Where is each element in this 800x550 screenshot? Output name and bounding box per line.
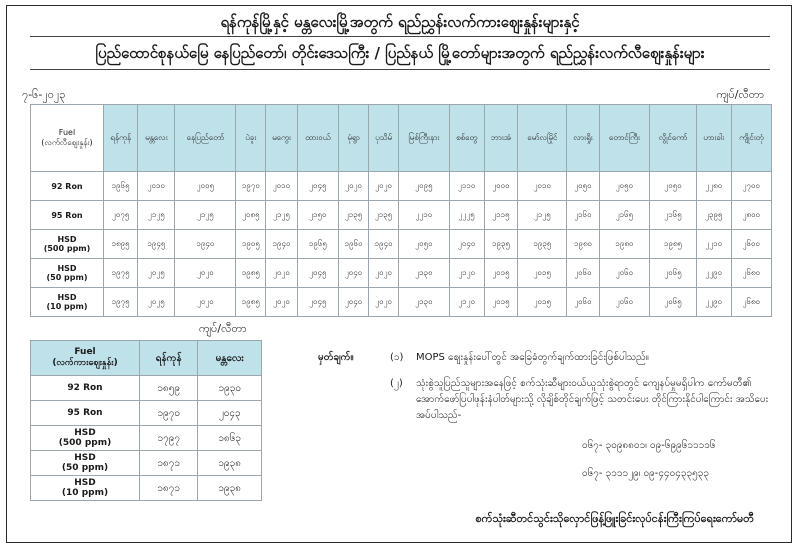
fuel-type-cell — [31, 376, 140, 401]
price-cell: ၁၈၇၁ — [140, 476, 198, 501]
issuing-committee: စက်သုံးဆီတင်သွင်းသိုလှောင်ဖြန့်ဖြူးခြင်းလုပ်ငန်းကြီးကြပ်ရေးကော်မတီ — [475, 512, 754, 525]
price-cell: ၁၉၈၀ — [599, 230, 650, 259]
price-cell: ၁၉၃၈ — [198, 476, 262, 501]
price-cell: ၂၀၆၀ — [567, 259, 599, 288]
price-cell: ၂၂၂၅ — [449, 201, 484, 230]
price-cell: ၂၆၀၀ — [731, 230, 771, 259]
phone-numbers-1: ၀၆၇- ၃၀၉၈၈၀၁၊ ၀၉-၆၉၉၆၁၁၁၁၆ — [582, 440, 716, 451]
table-row — [31, 172, 772, 201]
fuel-type-label: 92 Ron — [51, 181, 83, 191]
note-text: MOPS ဈေးနှုန်းပေါ်တွင် အခြေခံတွက်ချက်ထားခြင်းဖြစ်ပါသည်။ — [416, 352, 649, 363]
price-cell: ၂၀၁၅ — [518, 259, 567, 288]
price-cell: ၂၃၉၅ — [696, 201, 731, 230]
price-cell: ၂၆၈၀ — [731, 259, 771, 288]
price-cell: ၂၀၇၅ — [104, 201, 138, 230]
price-cell: ၂၀၁၅ — [484, 288, 518, 317]
price-cell: ၁၉၄၀ — [175, 230, 236, 259]
fuel-type-cell — [31, 426, 140, 451]
price-cell: ၂၁၆၅ — [650, 201, 697, 230]
fuel-type-sublabel: (50 ppm) — [46, 273, 88, 282]
title-line-2: ပြည်ထောင်စုနယ်မြေ နေပြည်တော်၊ တိုင်းဒေသကြီး / ပြည်နယ် မြို့တော်များအတွက် ရည်ညွှန်းလက်လီဈေးနှုန်းများ — [95, 44, 705, 62]
table-row — [31, 376, 262, 401]
fuel-type-sublabel: (500 ppm) — [58, 438, 112, 448]
title-line-1: ရန်ကုန်မြို့နှင့် မန္တလေးမြို့အတွက် ရည်ညွှန်းလက်ကားဈေးနှုန်းများနှင့် — [220, 13, 580, 31]
fuel-type-label: HSD — [74, 478, 96, 488]
fuel-type-cell — [31, 230, 104, 259]
price-cell: ၂၀၅၀ — [567, 172, 599, 201]
table-row — [31, 230, 772, 259]
fuel-type-cell — [31, 288, 104, 317]
price-cell: ၂၁၆၀ — [567, 201, 599, 230]
fuel-type-label: HSD — [74, 453, 96, 463]
fuel-type-label: HSD — [57, 235, 77, 244]
price-cell: ၂၀၅၀ — [650, 172, 697, 201]
fuel-type-cell — [31, 201, 104, 230]
note-text: သုံးစွဲသူပြည်သူများအနေဖြင့် စက်သုံးဆီများဝယ်ယူသုံးစွဲရာတွင် ကျေနပ်မှုမရှိပါက ကော်မတီ၏ အောက်ဖော်ပြပါဖုန်းနံပါတ်များသို့ လိုချိစ်တိုင်ချက်ဖြင့် သတင်းပေး တိုင်ကြားနိုင်ပါကြောင်း အသိပေးအပ်ပါသည်- — [416, 378, 769, 421]
unit-label: ကျပ်/လီတာ — [716, 88, 764, 101]
price-cell: ၂၁၃၀ — [399, 259, 450, 288]
price-cell: ၂၁၁၀ — [449, 172, 484, 201]
price-cell: ၂၁၆၅ — [599, 201, 650, 230]
phone-numbers-2: ၀၆၇- ၃၁၁၁၂၉၊ ၀၉-၄၄၀၄၃၃၅၃၃ — [582, 468, 709, 479]
publish-date: ၇-၆-၂၀၂၃ — [22, 88, 66, 101]
city-header-3: ပဲခူး — [236, 105, 266, 172]
city-header-9: စစ်တွေ — [449, 105, 484, 172]
price-cell: ၂၆၈၀ — [731, 288, 771, 317]
price-cell: ၂၀၂၀ — [339, 172, 369, 201]
price-cell: ၂၁၂၅ — [518, 201, 567, 230]
table-row — [31, 259, 772, 288]
price-cell: ၂၀၂၅ — [138, 288, 175, 317]
table-row — [31, 401, 262, 426]
price-cell: ၂၀၄၀ — [339, 288, 369, 317]
price-cell: ၂၀၁၀ — [266, 172, 297, 201]
price-cell: ၂၀၆၅ — [650, 259, 697, 288]
price-cell: ၂၀၂၅ — [138, 259, 175, 288]
price-cell: ၂၀၄၅ — [297, 259, 339, 288]
fuel-type-label: 95 Ron — [51, 210, 83, 220]
note-number: (၁) — [390, 352, 404, 363]
fuel-header-label: Fuel — [58, 127, 76, 137]
price-cell: ၁၉၃၀ — [198, 376, 262, 401]
price-cell: ၁၈၉၅ — [104, 230, 138, 259]
price-cell: ၁၉၆၀ — [339, 230, 369, 259]
price-cell: ၁၇၉၇ — [140, 426, 198, 451]
table-row — [31, 201, 772, 230]
price-cell: ၂၀၆၅ — [650, 288, 697, 317]
city-header-4: မကွေး — [266, 105, 297, 172]
price-cell: ၂၀၆၀ — [599, 259, 650, 288]
price-cell: ၁၉၃၅ — [518, 230, 567, 259]
price-cell: ၂၀၁၅ — [518, 288, 567, 317]
price-cell: ၂၇၀၀ — [731, 172, 771, 201]
table-row — [31, 476, 262, 501]
city-header-0: ရန်ကုန် — [104, 105, 138, 172]
price-cell: ၂၀၂၀ — [369, 288, 399, 317]
fuel-type-sublabel: (10 ppm) — [46, 302, 88, 311]
note-number: (၂) — [390, 378, 403, 389]
price-cell: ၁၈၇၁ — [140, 451, 198, 476]
price-cell: ၂၀၄၅ — [297, 172, 339, 201]
price-cell: ၁၉၆၅ — [297, 230, 339, 259]
city-header-1: မန္တလေး — [198, 341, 262, 376]
fuel-type-cell — [31, 259, 104, 288]
price-cell: ၂၂၉၀ — [696, 288, 731, 317]
price-cell: ၂၀၂၀ — [266, 288, 297, 317]
fuel-header-label: Fuel — [74, 346, 96, 357]
price-cell: ၂၁၅၀ — [297, 201, 339, 230]
price-cell: ၂၁၃၀ — [399, 288, 450, 317]
price-cell: ၂၀၅၀ — [599, 172, 650, 201]
price-cell: ၁၉၆၅ — [104, 172, 138, 201]
price-cell: ၂၁၁၅ — [484, 201, 518, 230]
price-cell: ၁၉၇၅ — [104, 288, 138, 317]
price-cell: ၁၉၈၀ — [567, 230, 599, 259]
price-cell: ၂၀၄၀ — [339, 259, 369, 288]
price-cell: ၂၀၄၀ — [449, 230, 484, 259]
fuel-type-sublabel: (500 ppm) — [43, 244, 91, 253]
city-header-13: တောင်ကြီး — [599, 105, 650, 172]
fuel-header-cell — [31, 105, 104, 172]
price-cell: ၁၉၇၀ — [236, 172, 266, 201]
fuel-type-label: 92 Ron — [67, 383, 103, 393]
fuel-type-label: HSD — [57, 264, 77, 273]
fuel-type-label: HSD — [57, 293, 77, 302]
price-cell: ၂၂၁၀ — [399, 201, 450, 230]
fuel-type-label: HSD — [74, 428, 96, 438]
city-header-0: ရန်ကုန် — [140, 341, 198, 376]
city-header-12: လားရှိုး — [567, 105, 599, 172]
city-header-1: မန္တလေး — [138, 105, 175, 172]
price-cell: ၂၀၉၅ — [399, 172, 450, 201]
price-cell: ၂၈၀၀ — [731, 201, 771, 230]
wholesale-unit-label: ကျပ်/လီတာ — [199, 322, 247, 335]
price-cell: ၂၀၄၃ — [198, 401, 262, 426]
city-header-6: မုံရွာ — [339, 105, 369, 172]
price-cell: ၂၀၁၀ — [518, 172, 567, 201]
price-cell: ၁၉၄၅ — [138, 230, 175, 259]
price-cell: ၁၉၃၈ — [198, 451, 262, 476]
price-cell: ၂၀၈၅ — [236, 201, 266, 230]
city-header-5: ထားဝယ် — [297, 105, 339, 172]
notes-heading: မှတ်ချက်။ — [318, 352, 354, 363]
price-cell: ၂၀၆၀ — [599, 288, 650, 317]
fuel-type-sublabel: (10 ppm) — [61, 488, 109, 498]
city-header-7: ပုသိမ် — [369, 105, 399, 172]
price-cell: ၁၉၈၅ — [236, 288, 266, 317]
title-divider — [30, 69, 770, 70]
price-cell: ၂၀၁၅ — [484, 259, 518, 288]
price-cell: ၂၀၅၀ — [399, 230, 450, 259]
fuel-type-cell — [31, 401, 140, 426]
wholesale-price-table — [30, 340, 262, 501]
city-header-15: ဟားခါး — [696, 105, 731, 172]
price-cell: ၁၉၈၅ — [236, 259, 266, 288]
fuel-type-sublabel: (50 ppm) — [61, 463, 109, 473]
price-cell: ၂၁၂၀ — [449, 259, 484, 288]
price-cell: ၁၉၇၀ — [140, 401, 198, 426]
price-cell: ၂၁၂၀ — [449, 288, 484, 317]
price-cell: ၂၀၂၀ — [175, 259, 236, 288]
fuel-header-sublabel: (လက်လီဈေးနှုန်း) — [41, 137, 93, 147]
price-cell: ၁၉၄၀ — [369, 230, 399, 259]
price-cell: ၁၉၀၅ — [236, 230, 266, 259]
fuel-header-sublabel: (လက်ကားဈေးနှုန်း) — [52, 357, 118, 368]
price-cell: ၁၉၃၅ — [484, 230, 518, 259]
fuel-type-cell — [31, 476, 140, 501]
price-cell: ၂၂၉၀ — [696, 259, 731, 288]
price-cell: ၂၀၀၅ — [175, 172, 236, 201]
city-header-8: မြစ်ကြီးနား — [399, 105, 450, 172]
table-row — [31, 451, 262, 476]
price-cell: ၁၈၅၉ — [140, 376, 198, 401]
price-cell: ၂၀၂၀ — [175, 288, 236, 317]
price-cell: ၂၀၂၀ — [266, 259, 297, 288]
price-cell: ၂၁၂၅ — [266, 201, 297, 230]
retail-price-table — [30, 104, 772, 317]
price-cell: ၂၀၄၅ — [297, 288, 339, 317]
city-header-14: လွိုင်ကော် — [650, 105, 697, 172]
city-header-2: နေပြည်တော် — [175, 105, 236, 172]
table-row — [31, 426, 262, 451]
price-cell: ၂၁၂၅ — [175, 201, 236, 230]
price-cell: ၁၉၇၅ — [104, 259, 138, 288]
price-cell: ၂၀၆၀ — [567, 288, 599, 317]
table-row — [31, 288, 772, 317]
price-cell: ၂၀၁၀ — [138, 172, 175, 201]
price-cell: ၂၂၁၀ — [696, 230, 731, 259]
price-cell: ၁၉၈၅ — [650, 230, 697, 259]
price-cell: ၂၂၈၀ — [696, 172, 731, 201]
price-cell: ၂၀၀၀ — [484, 172, 518, 201]
fuel-type-cell — [31, 451, 140, 476]
price-cell: ၁၉၄၀ — [266, 230, 297, 259]
price-cell: ၁၈၆၃ — [198, 426, 262, 451]
title-divider — [30, 36, 770, 37]
fuel-header-cell — [31, 341, 140, 376]
price-cell: ၂၀၂၀ — [369, 259, 399, 288]
city-header-10: ဘားအံ — [484, 105, 518, 172]
price-cell: ၂၁၃၅ — [369, 201, 399, 230]
fuel-type-cell — [31, 172, 104, 201]
fuel-type-label: 95 Ron — [67, 408, 103, 418]
city-header-16: ကျိုင်းတုံ — [731, 105, 771, 172]
price-cell: ၂၀၂၀ — [369, 172, 399, 201]
city-header-11: မော်လမြိုင် — [518, 105, 567, 172]
price-cell: ၂၁၃၅ — [339, 201, 369, 230]
price-cell: ၂၁၂၅ — [138, 201, 175, 230]
